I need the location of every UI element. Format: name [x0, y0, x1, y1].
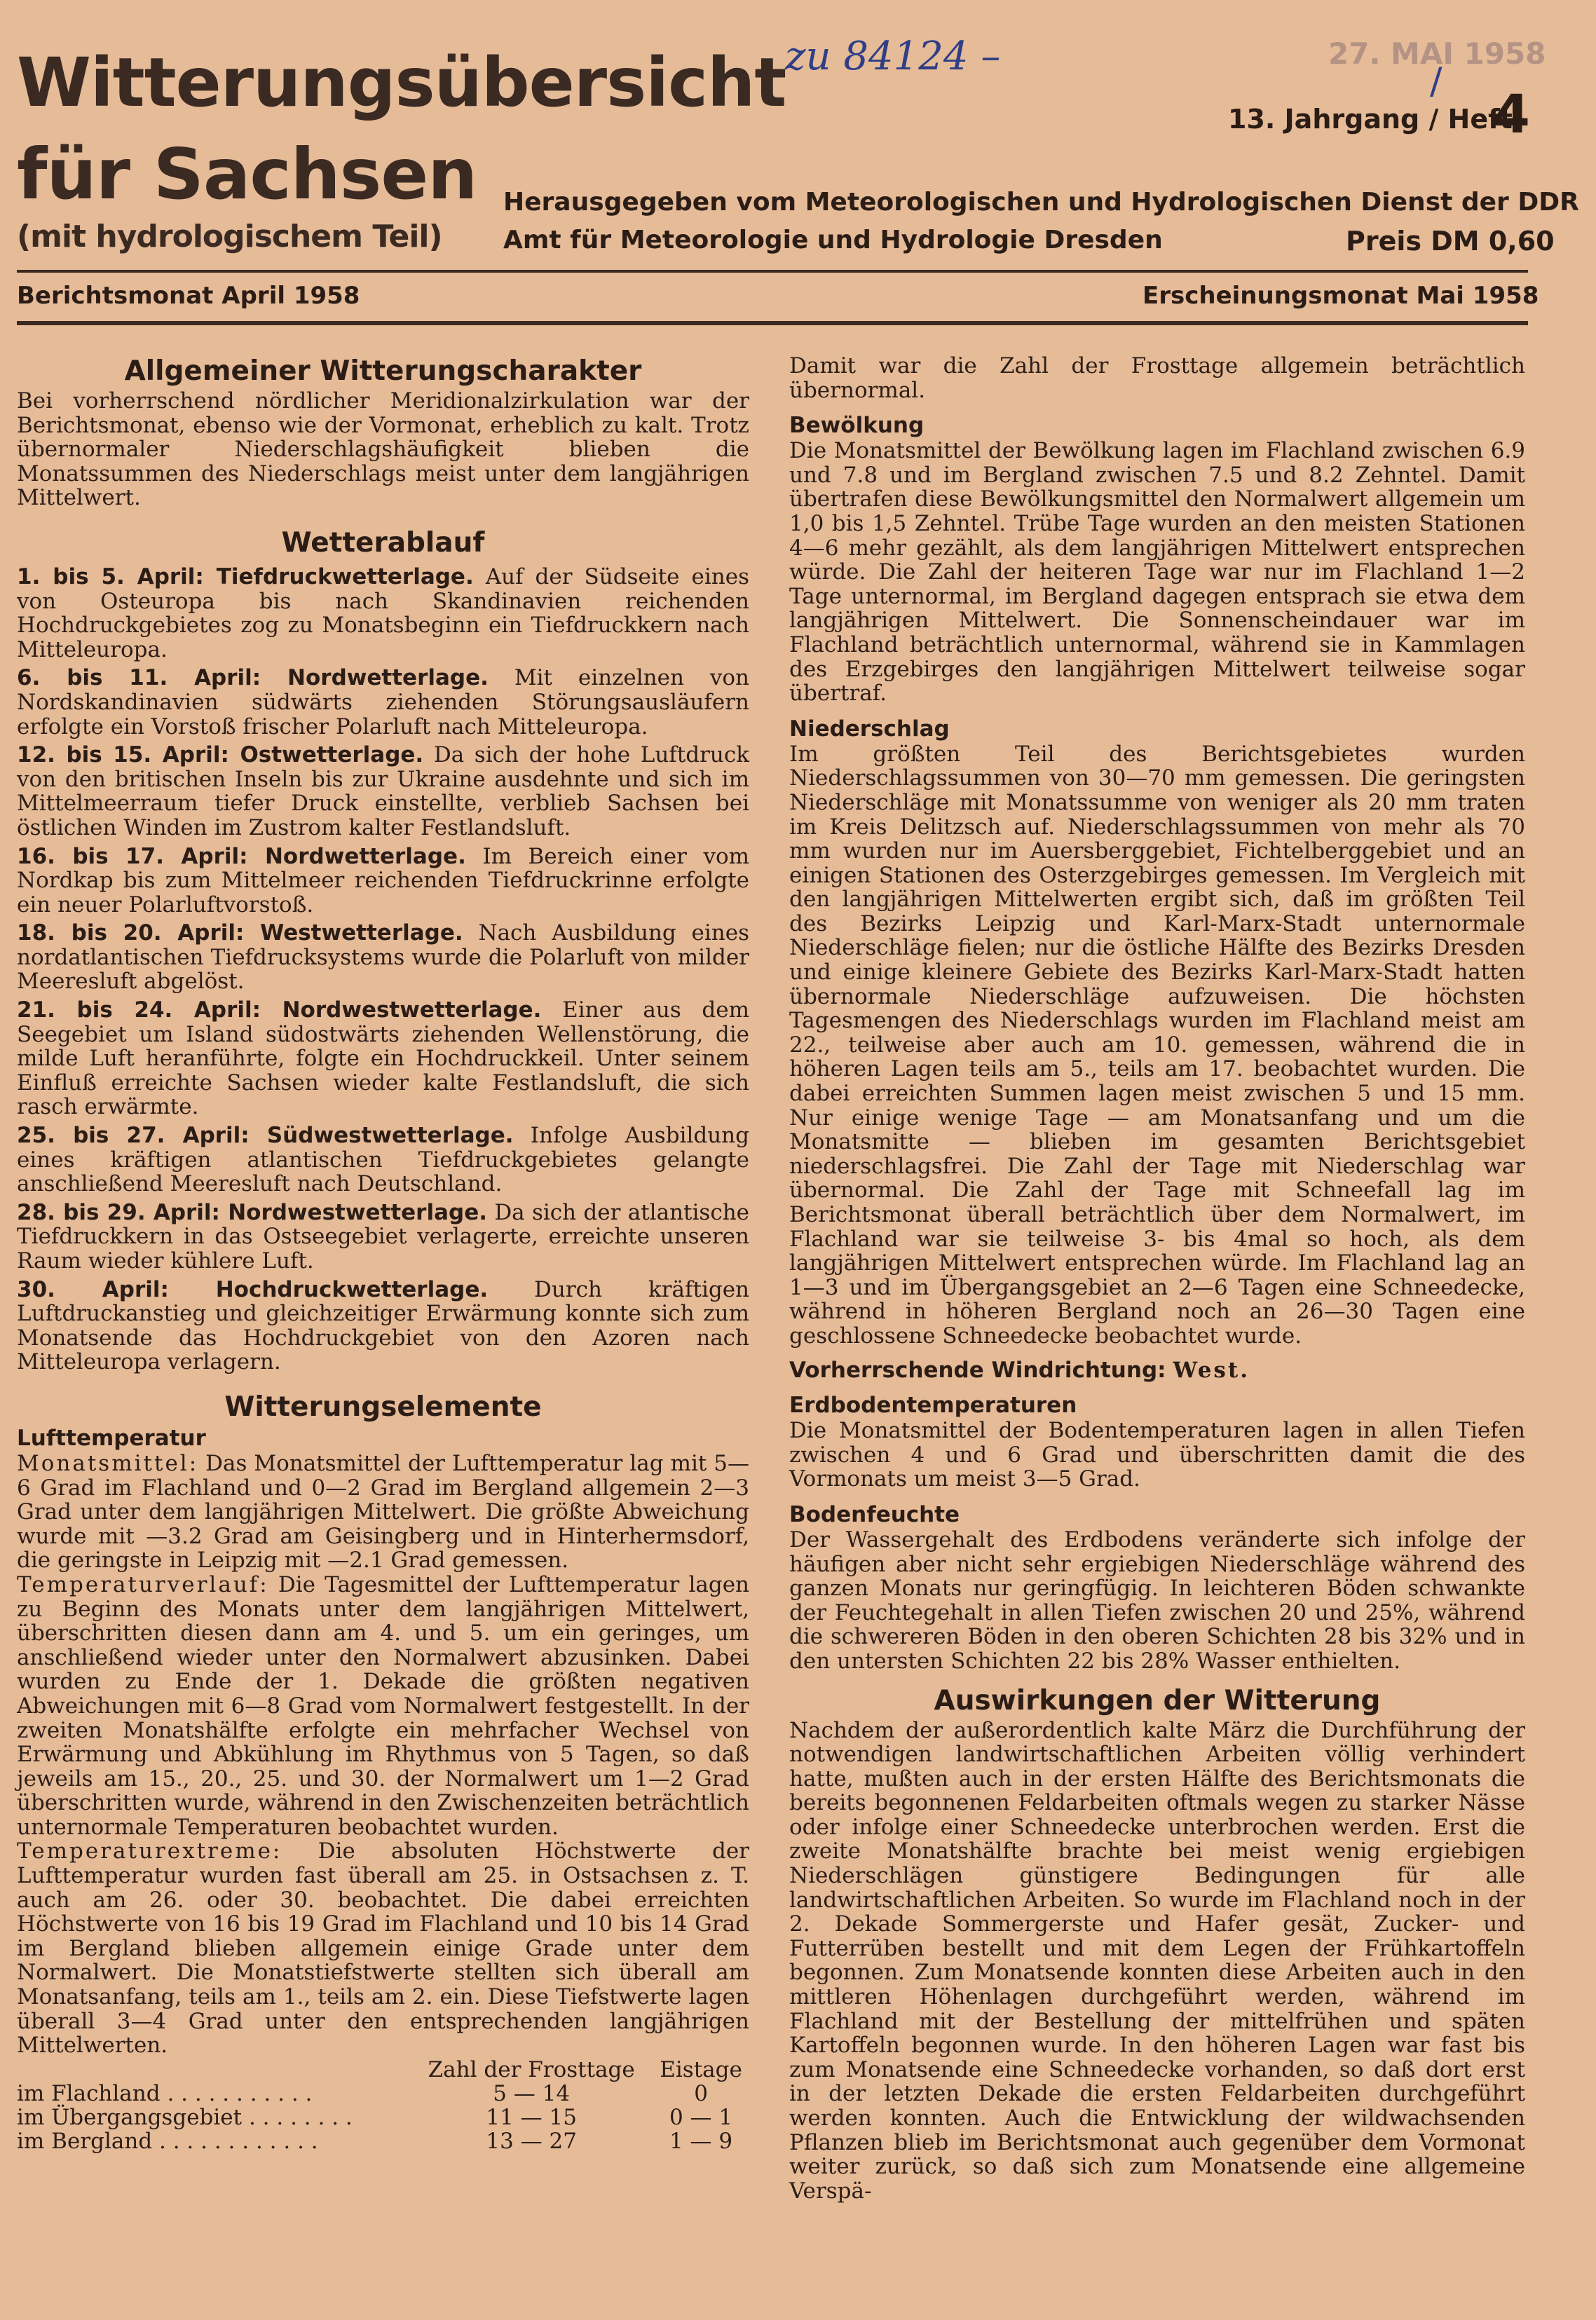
paragraph-niederschlag: Im größten Teil des Berichtsgebietes wurden Niederschlagssummen von 30—70 mm gemessen. Die geringsten Niederschläge mit Monatssumme von weniger als 20 mm traten im Kreis Delitzsch auf. Niederschlagssummen von mehr als 70 mm wurden nur im Auersberggebiet, Fichtelberggebiet und an einigen Stationen des Osterzgebirges gemessen. Im Vergleich mit den langjährigen Mittelwerten ergibt sich, daß im größten Teil des Bezirks Leipzig und Karl-Marx-Stadt unternormale Niederschläge fielen; nur die östliche Hälfte des Bezirks Dresden und einige kleinere Gebiete des Bezirks Karl-Marx-Stadt hatten übernormale Niederschläge aufzuweisen. Die höchsten Tagesmengen des Niederschlags wurden im Flachland meist am 22., teilweise aber auch am 10. gemessen, während die in höheren Lagen teils am 5., teils am 17. beobachtet wurden. Die dabei erreichten Summen lagen meist zwischen 5 und 15 mm. Nur einige wenige Tage — am Monatsanfang und um die Monatsmitte — blieben im gesamten Berichtsgebiet niederschlagsfrei. Die Zahl der Tage mit Niederschlag war übernormal. Die Zahl der Tage mit Schneefall lag im Berichtsmonat überall beträchtlich über dem Normalwert, im Flachland war sie teilweise 3- bis 4mal so hoch, als dem langjährigen Mittelwert entsprechen würde. Im Flachland lag an 1—3 und im Übergangsgebiet an 2—6 Tagen eine Schneedecke, während in höheren Bergland noch an 26—30 Tagen eine geschlossene Schneedecke beobachtet wurde. — [789, 741, 1525, 1349]
volume-info: 13. Jahrgang / Heft — [1228, 104, 1513, 135]
title-line-1: Witterungsübersicht — [17, 43, 786, 122]
title-line-3: (mit hydrologischem Teil) — [17, 219, 442, 254]
paragraph-temperaturextreme: Temperaturextreme: Die absoluten Höchstwerte der Lufttemperatur wurden fast überall am 25. in Ostsachsen z. T. auch am 26. oder 30. beobachtet. Die dabei erreichten Höchstwerte von 16 bis 19 Grad im Flachland und 10 bis 14 Grad im Bergland blieben allgemein einige Grade unter dem Normalwert. Die Monatstiefstwerte stellten sich überall am Monatsanfang, teils am 1., teils am 2. ein. Diese Tiefstwerte lagen überall 3—4 Grad unter den entsprechenden langjährigen Mittelwerten. — [17, 1838, 749, 2059]
heading-elemente: Witterungselemente — [224, 1391, 542, 1423]
table-row: im Übergangsgebiet . . . . . . . . 11 — 15 0 — 1 — [17, 2104, 733, 2130]
heading-auswirkungen: Auswirkungen der Witterung — [934, 1684, 1381, 1717]
handwritten-note: zu 84124 – — [785, 34, 1001, 79]
table-row: im Flachland . . . . . . . . . . . 5 — 14 0 — [17, 2080, 708, 2106]
table-row: im Bergland . . . . . . . . . . . . 13 — 27 1 — 9 — [17, 2128, 733, 2154]
heading-erdbodentemperaturen: Erdbodentemperaturen — [789, 1393, 1077, 1419]
publisher-line-1: Herausgegeben vom Meteorologischen und Hydrologischen Dienst der DDR — [503, 188, 1579, 217]
heading-niederschlag: Niederschlag — [789, 716, 950, 742]
publication-month: Erscheinungsmonat Mai 1958 — [1143, 282, 1539, 310]
paragraph-bodenfeuchte: Der Wassergehalt des Erdbodens veränderte sich infolge der häufigen aber nicht sehr ergiebigen Niederschläge während des ganzen Monats nur geringfügig. In leichteren Böden schwankte der Feuchtegehalt in allen Tiefen zwischen 20 und 25%, während die schwereren Böden in den oberen Schichten 28 bis 32% und in den untersten Schichten 22 bis 28% Wasser enthielten. — [789, 1527, 1525, 1674]
date-stamp: 27. MAI 1958 — [1328, 36, 1546, 71]
paragraph-erdboden: Die Monatsmittel der Bodentemperaturen lagen in allen Tiefen zwischen 4 und 6 Grad und überschritten damit die des Vormonats um meist 3—5 Grad. — [789, 1418, 1525, 1492]
day-entry: 12. bis 15. April: Ostwetterlage. Da sich der hohe Luftdruck von den britischen Inseln bis zur Ukraine ausdehnte und sich im Mittelmeerraum tiefer Druck einstellte, verblieb Sachsen bei östlichen Winden im Zustrom kalter Festlandsluft. — [17, 742, 750, 840]
day-entry: 18. bis 20. April: Westwetterlage. Nach Ausbildung eines nordatlantischen Tiefdrucksystems wurde die Polarluft von milder Meeresluft abgelöst. — [17, 920, 749, 995]
heading-wetterablauf: Wetterablauf — [281, 526, 485, 559]
paragraph-allgemein: Bei vorherrschend nördlicher Meridionalzirkulation war der Berichtsmonat, ebenso wie der Vormonat, erheblich zu kalt. Trotz übernormaler Niederschlagshäufigkeit blieben die Monatssummen des Niederschlags meist unter dem langjährigen Mittelwert. — [17, 388, 749, 511]
masthead — [0, 0, 1596, 329]
weather-sequence — [17, 565, 749, 1374]
price: Preis DM 0,60 — [1346, 226, 1555, 257]
frost-table — [17, 2058, 749, 2153]
paragraph-temperaturverlauf: Temperaturverlauf: Die Tagesmittel der Lufttemperatur lagen zu Beginn des Monats unter dem langjährigen Mittelwert, überschritten diesen dann am 4. und 5. um ein geringes, um anschließend wieder unter den Normalwert abzusinken. Dabei wurden zu Ende der 1. Dekade die größten negativen Abweichungen mit 6—8 Grad vom Normalwert festgestellt. In der zweiten Monatshälfte erfolgte ein mehrfacher Wechsel von Erwärmung und Abkühlung im Rhythmus von 5 Tagen, so daß jeweils am 15., 20., 25. und 30. der Normalwert um 1—2 Grad überschritten wurde, während in den Zwischenzeiten beträchtlich unternormale Temperaturen beobachtet wurden. — [17, 1571, 750, 1840]
handwritten-mark: / — [1430, 60, 1442, 102]
day-entry: 28. bis 29. April: Nordwestwetterlage. Da sich der atlantische Tiefdruckkern in das Ostseegebiet verlagerte, erreichte unseren Raum wieder kühlere Luft. — [17, 1199, 749, 1274]
table-header-row — [17, 2058, 749, 2082]
report-month: Berichtsmonat April 1958 — [17, 282, 360, 310]
header-rule-top — [17, 270, 1528, 273]
paragraph-bewoelkung: Die Monatsmittel der Bewölkung lagen im Flachland zwischen 6.9 und 7.8 und im Bergland zwischen 7.5 und 8.2 Zehntel. Damit übertrafen diese Bewölkungsmittel den Normalwert allgemein um 1,0 bis 1,5 Zehntel. Trübe Tage wurden an den meisten Stationen 4—6 mehr gezählt, als dem langjährigen Mittelwert entsprechen würde. Die Zahl der heiteren Tage war nur im Flachland 1—2 Tage unternormal, im Bergland dagegen entsprach sie etwa dem langjährigen Mittelwert. Die Sonnenscheindauer war im Flachland beträchtlich unternormal, während sie in Kammlagen des Erzgebirges den langjährigen Mittelwert teilweise sogar übertraf. — [789, 438, 1525, 707]
title-line-2: für Sachsen — [17, 133, 477, 215]
paragraph-frost-continued: Damit war die Zahl der Frosttage allgemein beträchtlich übernormal. — [789, 353, 1525, 403]
heading-bodenfeuchte: Bodenfeuchte — [789, 1501, 960, 1527]
heading-lufttemperatur: Lufttemperatur — [17, 1425, 206, 1451]
publisher-line-2: Amt für Meteorologie und Hydrologie Dresden — [503, 226, 1163, 254]
heading-allgemein: Allgemeiner Witterungscharakter — [124, 355, 642, 387]
heading-bewoelkung: Bewölkung — [789, 413, 925, 439]
day-entry: 25. bis 27. April: Südwestwetterlage. Infolge Ausbildung eines kräftigen atlantischen Tiefdruckgebietes gelangte anschließend Meeresluft nach Deutschland. — [17, 1123, 749, 1197]
left-column — [17, 354, 749, 2153]
right-column — [789, 354, 1525, 2203]
day-entry: 16. bis 17. April: Nordwetterlage. Im Bereich einer vom Nordkap bis zum Mittelmeer reichenden Tiefdruckrinne erfolgte ein neuer Polarluftvorstoß. — [17, 843, 750, 917]
column-header-eistage: Eistage — [660, 2056, 742, 2082]
day-entry: 30. April: Hochdruckwetterlage. Durch kräftigen Luftdruckanstieg und gleichzeitiger Erwärmung konnte sich zum Monatsende das Hochdruckgebiet von den Azoren nach Mitteleuropa verlagern. — [17, 1276, 750, 1375]
day-entry: 1. bis 5. April: Tiefdruckwetterlage. Auf der Südseite eines von Osteuropa bis nach Skandinavien reichenden Hochdruckgebietes zog zu Monatsbeginn ein Tiefdruckkern nach Mitteleuropa. — [17, 564, 749, 662]
paragraph-monatsmittel: Monatsmittel: Das Monatsmittel der Lufttemperatur lag mit 5—6 Grad im Flachland und 0—2 Grad im Bergland allgemein 2—3 Grad unter dem langjährigen Mittelwert. Die größte Abweichung wurde mit —3.2 Grad am Geisingberg und in Hinterhermsdorf, die geringste in Leipzig mit —2.1 Grad gemessen. — [17, 1450, 749, 1574]
column-header-frosttage: Zahl der Frosttage — [428, 2056, 635, 2082]
issue-number: 4 — [1493, 83, 1530, 145]
paragraph-auswirkungen: Nachdem der außerordentlich kalte März die Durchführung der notwendigen landwirtschaftlichen Arbeiten völlig verhindert hatte, mußten auch in der ersten Hälfte des Berichtsmonats die bereits begonnenen Feldarbeiten oftmals wegen zu starker Nässe oder infolge einer Schneedecke unterbrochen werden. Erst die zweite Monatshälfte brachte bei meist wenig ergiebigen Niederschlägen günstigere Bedingungen für alle landwirtschaftlichen Arbeiten. So wurde im Flachland noch in der 2. Dekade Sommergerste und Hafer gesät, Zucker- und Futterrüben bestellt und mit dem Legen der Frühkartoffeln begonnen. Zum Monatsende konnten diese Arbeiten auch in den mittleren Höhenlagen durchgeführt werden, während im Flachland mit der Bestellung der mittelfrühen und späten Kartoffeln begonnen wurde. In den höheren Lagen war fast bis zum Monatsende eine Schneedecke vorhanden, so daß dort erst in der letzten Dekade die ersten Feldarbeiten durchgeführt werden konnten. Auch die Entwicklung der wildwachsenden Pflanzen blieb im Berichtsmonat auch gegenüber dem Vormonat weiter zurück, so daß sich zum Monatsende eine allgemeine Verspä- — [789, 1717, 1525, 2204]
day-entry: 21. bis 24. April: Nordwestwetterlage. Einer aus dem Seegebiet um Island südostwärts ziehenden Wellenstörung, die milde Luft heranführte, folgte ein Hochdruckkeil. Unter seinem Einfluß erreichte Sachsen wieder kalte Festlandsluft, die sich rasch erwärmte. — [17, 997, 749, 1120]
day-entry: 6. bis 11. April: Nordwetterlage. Mit einzelnen von Nordskandinavien südwärts ziehenden Störungsausläufern erfolgte ein Vorstoß frischer Polarluft nach Mitteleuropa. — [17, 665, 749, 739]
header-rule-bottom — [17, 321, 1528, 325]
wind-direction: Vorherrschende Windrichtung: West. — [789, 1357, 1250, 1383]
